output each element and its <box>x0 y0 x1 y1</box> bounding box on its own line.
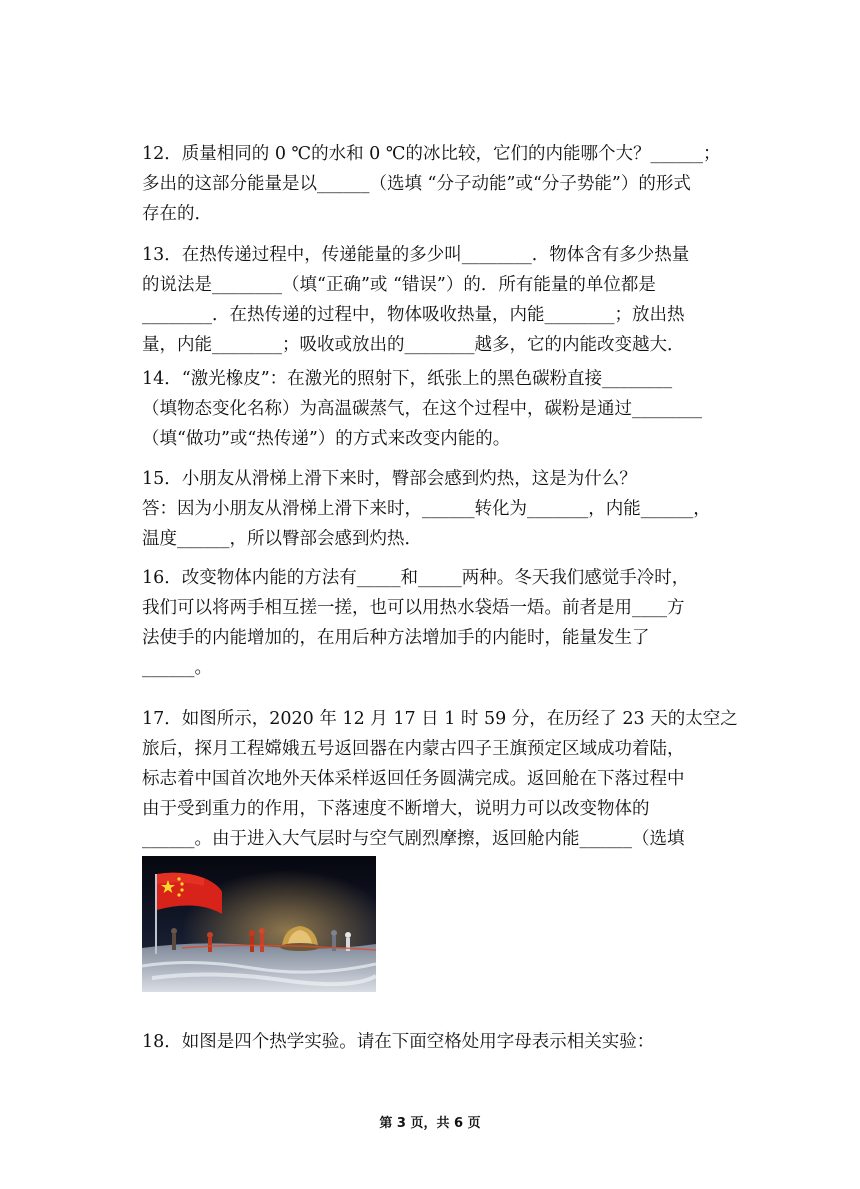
page-footer: 第 3 页，共 6 页 <box>379 1116 481 1131</box>
text-line: 由于受到重力的作用，下落速度不断增大，说明力可以改变物体的 <box>142 799 650 819</box>
question-16 <box>142 563 722 683</box>
text-line: ______。由于进入大气层时与空气剧烈摩擦，返回舱内能______（选填 <box>142 829 685 849</box>
text-line: 14．“激光橡皮”：在激光的照射下，纸张上的黑色碳粉直接________ <box>142 369 673 389</box>
text-line: 温度______，所以臀部会感到灼热． <box>142 529 422 549</box>
text-line: 16．改变物体内能的方法有_____和_____两种。冬天我们感觉手冷时， <box>142 568 690 588</box>
text-line: 15．小朋友从滑梯上滑下来时，臀部会感到灼热，这是为什么？ <box>142 469 637 489</box>
text-line: 18．如图是四个热学实验。请在下面空格处用字母表示相关实验： <box>142 1032 655 1052</box>
text-line: 13．在热传递过程中，传递能量的多少叫________．物体含有多少热量 <box>142 245 690 265</box>
text-line: 法使手的内能增加的，在用后种方法增加手的内能时，能量发生了 <box>142 628 650 648</box>
landing-photo <box>142 856 376 992</box>
text-line: 存在的． <box>142 204 212 224</box>
question-14 <box>142 364 722 454</box>
question-13 <box>142 240 722 360</box>
text-line: （填“做功”或“热传递”）的方式来改变内能的。 <box>142 429 511 449</box>
text-line: 多出的这部分能量是以______（选填 “分子动能”或“分子势能”）的形式 <box>142 174 691 194</box>
text-line: 我们可以将两手相互搓一搓，也可以用热水袋焐一焐。前者是用____方 <box>142 598 685 618</box>
text-line: （填物态变化名称）为高温碳蒸气，在这个过程中，碳粉是通过________ <box>142 399 702 419</box>
question-15 <box>142 464 722 554</box>
text-line: 标志着中国首次地外天体采样返回任务圆满完成。返回舱在下落过程中 <box>142 769 685 789</box>
text-line: 答：因为小朋友从滑梯上滑下来时，______转化为_______，内能______， <box>142 499 711 519</box>
text-line: 12．质量相同的 0 ℃的水和 0 ℃的冰比较，它们的内能哪个大？______； <box>142 144 721 164</box>
return-capsule-landing-illustration <box>142 856 376 992</box>
text-line: 旅后，探月工程嫦娥五号返回器在内蒙古四子王旗预定区域成功着陆， <box>142 739 685 759</box>
text-line: 的说法是________（填“正确”或 “错误”）的．所有能量的单位都是 <box>142 275 656 295</box>
text-line: 量，内能________；吸收或放出的________越多，它的内能改变越大． <box>142 335 685 355</box>
text-line: ________．在热传递的过程中，物体吸收热量，内能________；放出热 <box>142 305 685 325</box>
question-12 <box>142 139 722 229</box>
question-18 <box>142 1027 722 1057</box>
text-line: 17．如图所示，2020 年 12 月 17 日 1 时 59 分，在历经了 23 天的太空之 <box>142 709 738 729</box>
text-line: ______。 <box>142 658 212 678</box>
